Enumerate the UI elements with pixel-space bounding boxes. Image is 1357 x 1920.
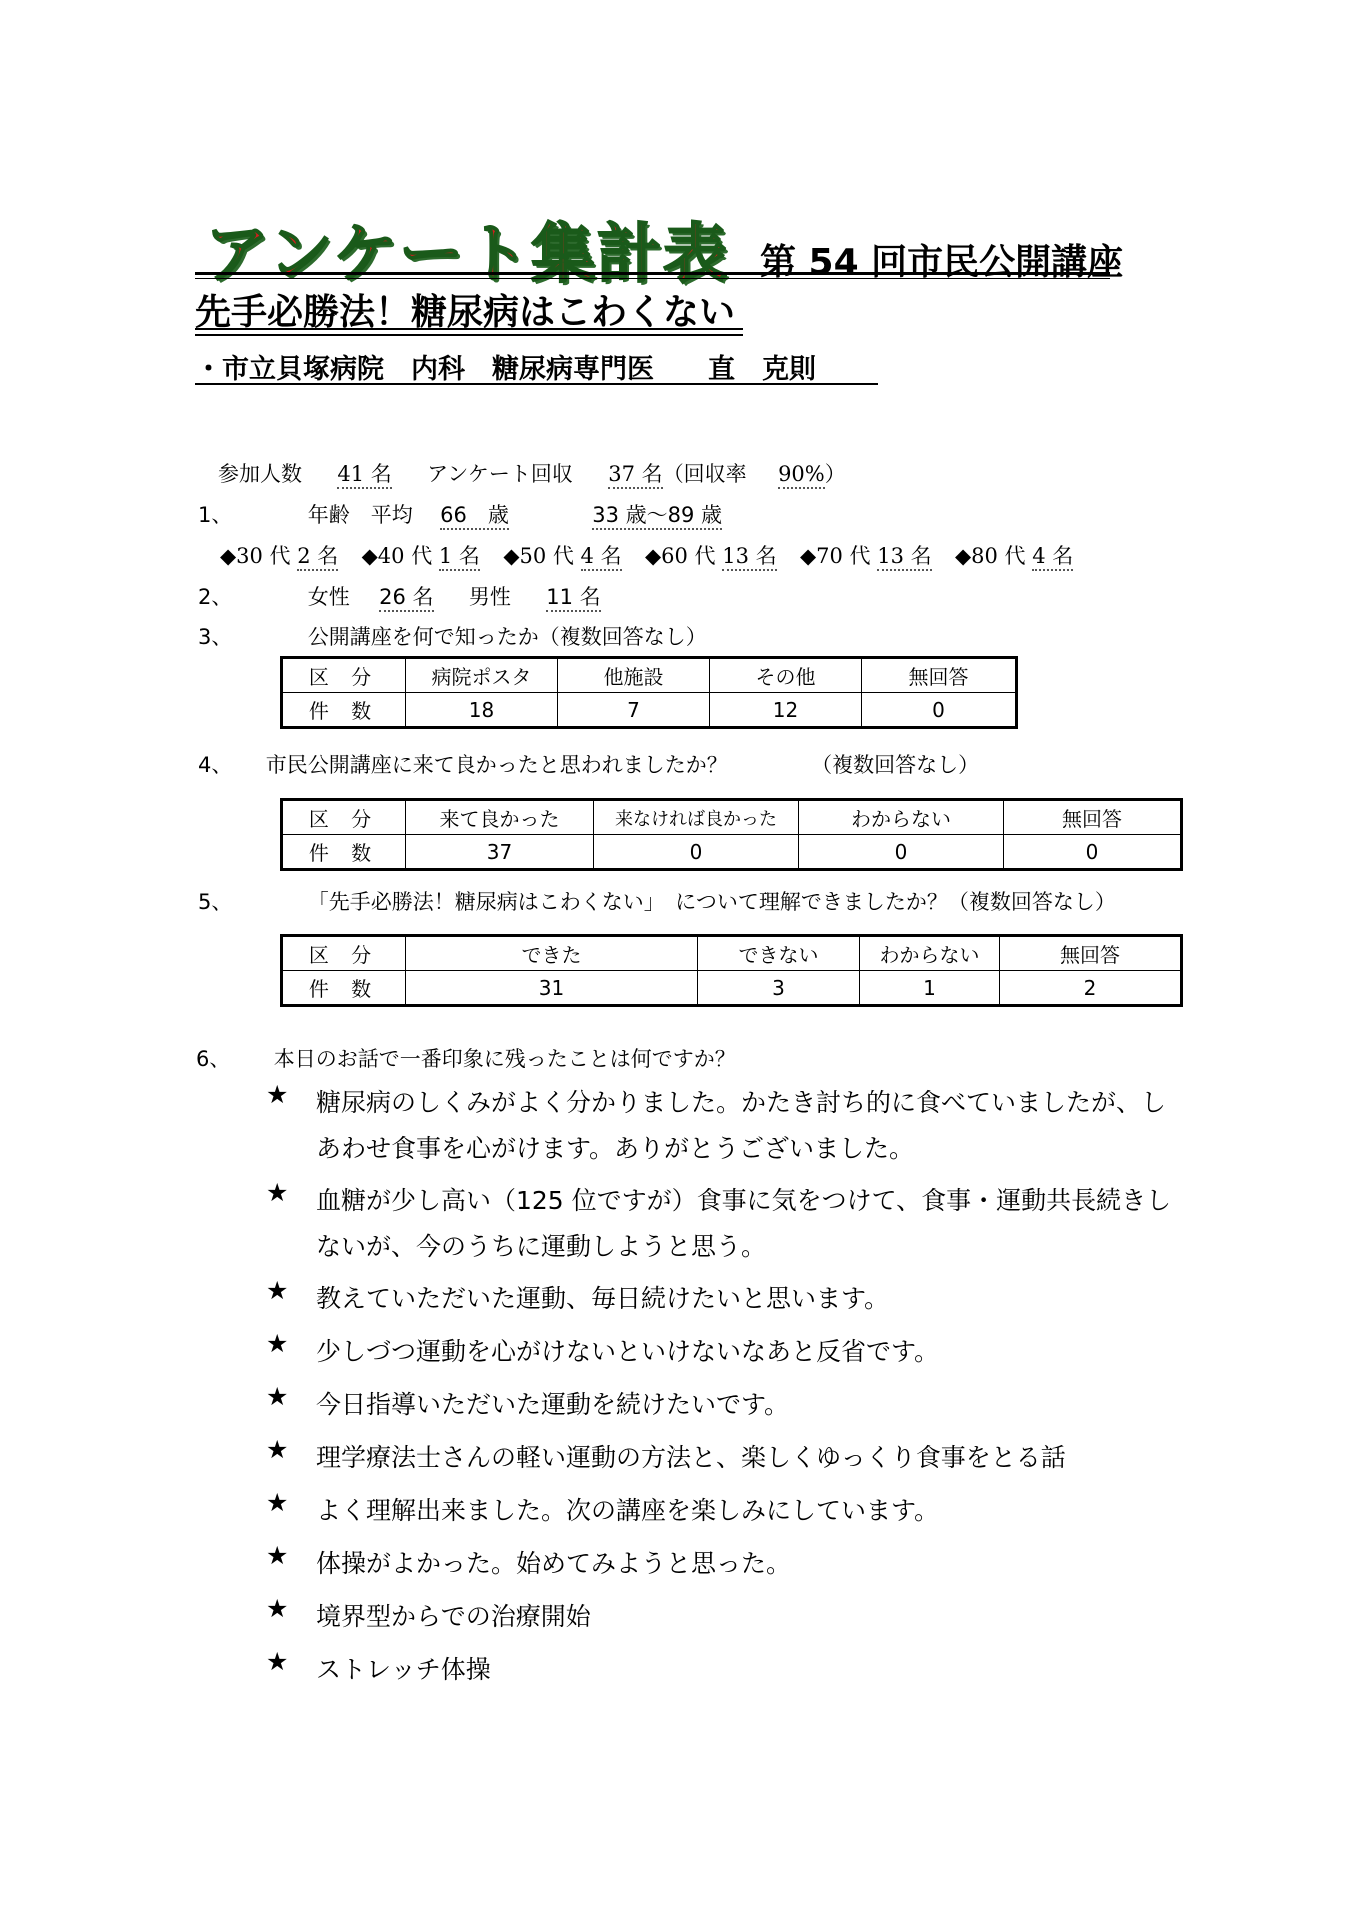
- rate-close: ）: [824, 462, 846, 486]
- comment-text: 境界型からでの治療開始: [316, 1602, 591, 1631]
- row-head: 区 分: [282, 800, 406, 835]
- count-head: 件 数: [282, 835, 406, 870]
- table-cell: 0: [1004, 835, 1182, 870]
- age-group-50s: ◆50 代 4 名: [503, 544, 621, 571]
- q3-number: 3、: [198, 625, 233, 649]
- lecture-underline: [195, 328, 743, 330]
- table-cell: 18: [406, 693, 558, 728]
- star-icon: ★: [266, 1080, 289, 1109]
- comment-item: [266, 1594, 1176, 1640]
- speaker: ・市立貝塚病院 内科 糖尿病専門医 直 克則: [195, 354, 816, 385]
- table-cell: 0: [594, 835, 799, 870]
- q1-label: 年齢 平均: [307, 503, 413, 527]
- row-head: 区 分: [282, 936, 406, 971]
- comment-text: 教えていただいた運動、毎日続けたいと思います。: [316, 1284, 890, 1313]
- q1-line: [198, 499, 722, 529]
- participants-count: 41 名: [337, 462, 391, 489]
- table-header-cell: わからない: [799, 800, 1004, 835]
- count-head: 件 数: [282, 693, 406, 728]
- table-cell: 0: [862, 693, 1017, 728]
- table-cell: 1: [860, 971, 1000, 1006]
- table-header-cell: わからない: [860, 936, 1000, 971]
- survey-title: アンケート集計表: [205, 218, 730, 292]
- collected-label: アンケート回収: [427, 462, 573, 486]
- star-icon: ★: [266, 1329, 289, 1358]
- q4-line: [198, 749, 979, 779]
- star-icon: ★: [266, 1382, 289, 1411]
- table-header-cell: 来なければ良かった: [594, 800, 799, 835]
- q2-number: 2、: [198, 585, 233, 609]
- table-row: [282, 800, 1182, 835]
- star-icon: ★: [266, 1276, 289, 1305]
- count-head: 件 数: [282, 971, 406, 1006]
- age-group-80s: ◆80 代 4 名: [955, 544, 1073, 571]
- lecture-title: 先手必勝法！糖尿病はこわくない: [195, 292, 736, 333]
- table-header-cell: 病院ポスタ: [406, 658, 558, 693]
- q5-number: 5、: [198, 890, 233, 914]
- table-header-cell: 他施設: [558, 658, 710, 693]
- q5-table: [280, 934, 1183, 1007]
- table-row: [282, 658, 1017, 693]
- table-header-cell: 無回答: [1000, 936, 1182, 971]
- comment-item: [266, 1080, 1176, 1172]
- table-header-cell: できた: [406, 936, 698, 971]
- q2-line: [198, 581, 601, 611]
- rate-label: （回収率: [662, 462, 747, 486]
- q3-question: 公開講座を何で知ったか（複数回答なし）: [307, 625, 707, 649]
- q1-average: 66 歳: [440, 503, 509, 530]
- star-icon: ★: [266, 1541, 289, 1570]
- table-header-cell: できない: [698, 936, 860, 971]
- title-underline-thin: [195, 278, 1110, 279]
- q4-number: 4、: [198, 753, 233, 777]
- star-icon: ★: [266, 1435, 289, 1464]
- table-row: [282, 693, 1017, 728]
- row-head: 区 分: [282, 658, 406, 693]
- q6-number: 6、: [196, 1047, 231, 1071]
- q1-number: 1、: [198, 503, 233, 527]
- speaker-underline: [195, 383, 878, 385]
- comment-text: 血糖が少し高い（125 位ですが）食事に気をつけて、食事・運動共長続きしないが、今のうちに運動しようと思う。: [316, 1186, 1172, 1261]
- q3-table: [280, 656, 1018, 729]
- comment-item: [266, 1541, 1176, 1587]
- comment-text: ストレッチ体操: [316, 1655, 491, 1684]
- male-label: 男性: [468, 585, 511, 609]
- male-count: 11 名: [546, 585, 600, 612]
- table-header-cell: その他: [710, 658, 862, 693]
- lecture-number: 第 54 回市民公開講座: [760, 242, 1124, 283]
- star-icon: ★: [266, 1178, 289, 1207]
- table-cell: 2: [1000, 971, 1182, 1006]
- q3-line: [198, 621, 707, 651]
- participants-label: 参加人数: [218, 462, 302, 486]
- table-cell: 31: [406, 971, 698, 1006]
- table-header-cell: 無回答: [1004, 800, 1182, 835]
- table-cell: 37: [406, 835, 594, 870]
- star-icon: ★: [266, 1594, 289, 1623]
- table-cell: 0: [799, 835, 1004, 870]
- star-icon: ★: [266, 1647, 289, 1676]
- comment-item: [266, 1488, 1176, 1534]
- female-label: 女性: [307, 585, 350, 609]
- table-row: [282, 835, 1182, 870]
- title-underline: [195, 272, 1110, 275]
- comment-item: [266, 1382, 1176, 1428]
- q4-question: 市民公開講座に来て良かったと思われましたか？: [265, 753, 728, 777]
- table-row: [282, 971, 1182, 1006]
- comment-text: 理学療法士さんの軽い運動の方法と、楽しくゆっくり食事をとる話: [316, 1443, 1066, 1472]
- comment-text: よく理解出来ました。次の講座を楽しみにしています。: [316, 1496, 940, 1525]
- female-count: 26 名: [379, 585, 433, 612]
- table-cell: 3: [698, 971, 860, 1006]
- q4-note: （複数回答なし）: [811, 753, 980, 777]
- comment-item: [266, 1329, 1176, 1375]
- attendance-line: [218, 458, 846, 488]
- collected-count: 37 名: [608, 462, 662, 489]
- q1-range: 33 歳～89 歳: [592, 503, 722, 530]
- comment-item: [266, 1647, 1176, 1693]
- comment-text: 今日指導いただいた運動を続けたいです。: [316, 1390, 790, 1419]
- comment-text: 少しづつ運動を心がけないといけないなあと反省です。: [316, 1337, 940, 1366]
- star-icon: ★: [266, 1488, 289, 1517]
- age-group-40s: ◆40 代 1 名: [362, 544, 480, 571]
- comment-item: [266, 1276, 1176, 1322]
- comment-text: 糖尿病のしくみがよく分かりました。かたき討ち的に食べていましたが、しあわせ食事を心がけます。ありがとうございました。: [316, 1088, 1167, 1163]
- table-row: [282, 936, 1182, 971]
- comment-item: [266, 1435, 1176, 1481]
- collection-rate: 90%: [778, 462, 825, 489]
- table-cell: 7: [558, 693, 710, 728]
- age-group-30s: ◆30 代 2 名: [220, 544, 338, 571]
- age-groups: [220, 540, 1073, 570]
- table-header-cell: 来て良かった: [406, 800, 594, 835]
- comment-item: [266, 1178, 1176, 1270]
- q4-table: [280, 798, 1183, 871]
- q5-question: 「先手必勝法！糖尿病はこわくない」 について理解できましたか？（複数回答なし）: [307, 890, 1116, 914]
- lecture-underline-2: [195, 334, 743, 336]
- age-group-60s: ◆60 代 13 名: [645, 544, 777, 571]
- table-header-cell: 無回答: [862, 658, 1017, 693]
- q6-question: 本日のお話で一番印象に残ったことは何ですか？: [273, 1047, 736, 1071]
- q6-line: [196, 1043, 736, 1073]
- age-group-70s: ◆70 代 13 名: [800, 544, 932, 571]
- q5-line: [198, 886, 1116, 916]
- table-cell: 12: [710, 693, 862, 728]
- comment-text: 体操がよかった。始めてみようと思った。: [316, 1549, 792, 1578]
